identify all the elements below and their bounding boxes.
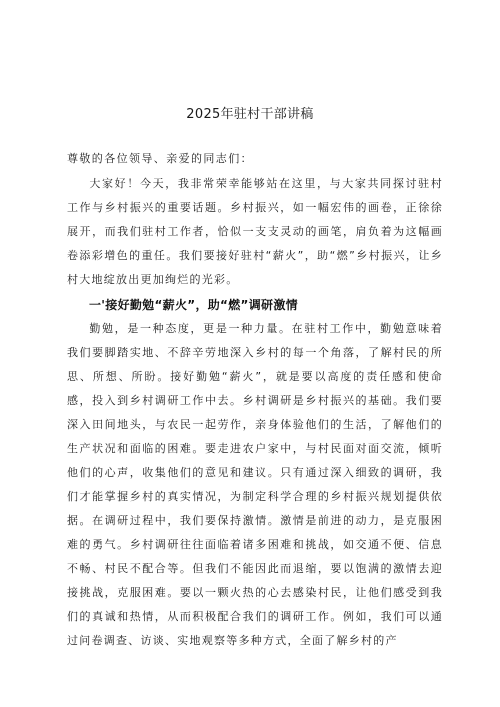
- intro-paragraph-text: 大家好！今天，我非常荣幸能够站在这里，与大家共同探讨驻村工作与乡村振兴的重要话题。乡村振兴，如一幅宏伟的画卷，正徐徐展开，而我们驻村工作者，恰似一支支灵动的画笔，肩负着为这幅画卷添彩增色的重任。我们要接好驻村“薪火”，助“燃”乡村振兴，让乡村大地绽放出更加绚烂的光彩。: [67, 177, 443, 286]
- section-heading-1: 一'接好勤勉“薪火”，助“燃”调研激情: [89, 298, 298, 312]
- document-title: 2025年驻村干部讲稿: [186, 107, 314, 122]
- section1-paragraph-text: 勤勉，是一种态度，更是一种力量。在驻村工作中，勤勉意味着我们要脚踏实地、不辞辛劳地深入乡村的每一个角落，了解村民的所思、所想、所盼。接好勤勉“薪火”，就是要以高度的责任感和使命感，投入到乡村调研工作中去。乡村调研是乡村振兴的基础。我们要深入田间地头，与农民一起劳作，亲身体验他们的生活，了解他们的生产状况和面临的困难。要走进农户家中，与村民面对面交流，倾听他们的心声，收集他们的意见和建议。只有通过深入细致的调研，我们才能掌握乡村的真实情况，为制定科学合理的乡村振兴规划提供依据。在调研过程中，我们要保持激情。激情是前进的动力，是克服困难的勇气。乡村调研往往面临着诸多困难和挑战，如交通不便、信息不畅、村民不配合等。但我们不能因此而退缩，要以饱满的激情去迎接挑战，克服困难。要以一颗火热的心去感染村民，让他们感受到我们的真诚和热情，从而积极配合我们的调研工作。例如，我们可以通过问卷调查、访谈、实地观察等多种方式，全面了解乡村的产: [67, 322, 443, 647]
- salutation: 尊敬的各位领导、亲爱的同志们：: [67, 152, 253, 165]
- intro-paragraph: [67, 172, 443, 292]
- section1-paragraph: [67, 317, 443, 653]
